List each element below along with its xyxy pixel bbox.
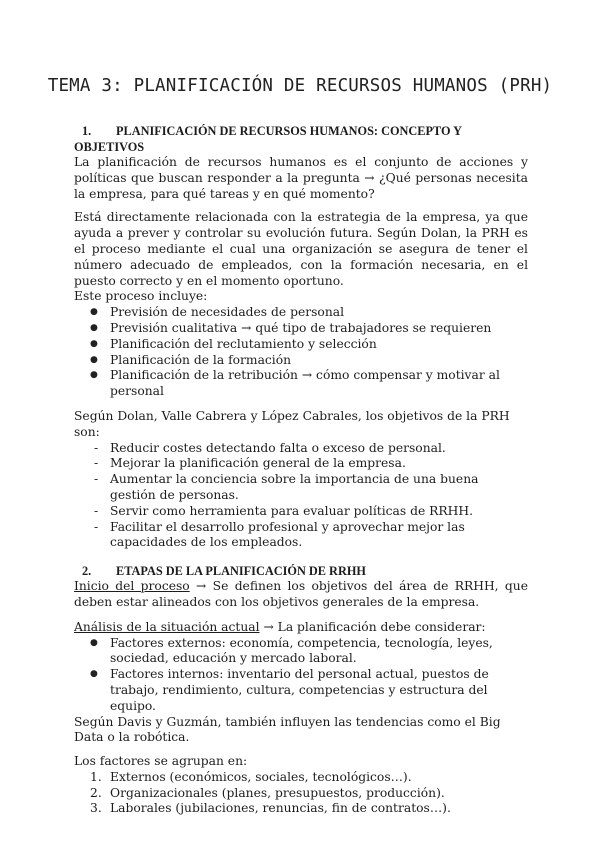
list-item: - Servir como herramienta para evaluar políticas de RRHH. — [74, 504, 528, 520]
objectives-intro: Según Dolan, Valle Cabrera y López Cabrales, los objetivos de la PRH son: — [74, 408, 510, 439]
section-2-number: 2. — [82, 564, 92, 579]
list-text: Organizacionales (planes, presupuestos, producción). — [110, 785, 445, 800]
page-title: TEMA 3: PLANIFICACIÓN DE RECURSOS HUMANOS (PRH) — [47, 76, 553, 96]
list-item: ● Planificación del reclutamiento y selección — [74, 337, 528, 353]
list-item: ● Previsión de necesidades de personal — [74, 305, 528, 321]
includes-intro: Este proceso incluye: — [74, 289, 208, 304]
process-start-label: Inicio del proceso — [74, 579, 190, 594]
list-item: - Reducir costes detectando falta o exceso de personal. — [74, 441, 528, 457]
list-item: ● Factores internos: inventario del personal actual, puestos de trabajo, rendimiento, cultura, competencias y estructura del equipo. — [74, 667, 528, 714]
list-item — [74, 801, 528, 817]
process-start-text: → Se definen los objetivos del área de RRHH, que deben estar alineados con los objetivos generales de la empresa. — [74, 579, 528, 609]
list-item — [74, 770, 528, 786]
list-number: 1. — [90, 769, 102, 784]
section-1-number: 1. — [82, 124, 92, 138]
list-item: - Aumentar la conciencia sobre la importancia de una buena gestión de personas. — [74, 472, 528, 504]
groups-intro: Los factores se agrupan en: — [74, 754, 248, 769]
section-1-paragraph-1: La planificación de recursos humanos es el conjunto de acciones y políticas que buscan responder a la pregunta → ¿Qué personas necesita la empresa, para qué tareas y en qué momento? — [74, 155, 528, 201]
list-item: ● Planificación de la formación — [74, 353, 528, 369]
list-text: Laborales (jubilaciones, renuncias, fin de contratos…). — [110, 801, 451, 816]
list-item: - Mejorar la planificación general de la empresa. — [74, 456, 528, 472]
includes-list — [74, 305, 528, 400]
analysis-label: Análisis de la situación actual — [74, 619, 260, 634]
list-text: Externos (económicos, sociales, tecnológicos…). — [110, 769, 412, 784]
section-2-title: ETAPAS DE LA PLANIFICACIÓN DE RRHH — [116, 564, 366, 579]
section-1-title: PLANIFICACIÓN DE RECURSOS HUMANOS: CONCEPTO Y OBJETIVOS — [74, 124, 462, 154]
section-1-heading — [74, 123, 528, 155]
list-item: ● Planificación de la retribución → cómo compensar y motivar al personal — [74, 368, 528, 400]
process-start-paragraph — [74, 579, 528, 611]
document-body — [74, 123, 528, 817]
analysis-text: → La planificación debe considerar: — [259, 619, 486, 634]
list-number: 2. — [90, 785, 102, 800]
analysis-paragraph — [74, 620, 528, 636]
factors-list — [74, 636, 528, 715]
groups-list — [74, 770, 528, 817]
section-2-heading — [74, 563, 528, 579]
list-item: ● Previsión cualitativa → qué tipo de trabajadores se requieren — [74, 321, 528, 337]
list-item — [74, 786, 528, 802]
section-1-paragraph-2: Está directamente relacionada con la estrategia de la empresa, ya que ayuda a prever y controlar su evolución futura. Según Dolan, la PRH es el proceso mediante el cual una organización se asegura de tener el número adecuado de empleados, con la formación necesaria, en el puesto correcto y en el momento oportuno. — [74, 210, 528, 288]
trends-paragraph: Según Davis y Guzmán, también influyen las tendencias como el Big Data o la robótica. — [74, 714, 501, 745]
list-number: 3. — [90, 801, 102, 816]
objectives-list — [74, 441, 528, 552]
list-item: ● Factores externos: economía, competencia, tecnología, leyes, sociedad, educación y mercado laboral. — [74, 636, 528, 668]
list-item: - Facilitar el desarrollo profesional y aprovechar mejor las capacidades de los empleados. — [74, 520, 528, 552]
